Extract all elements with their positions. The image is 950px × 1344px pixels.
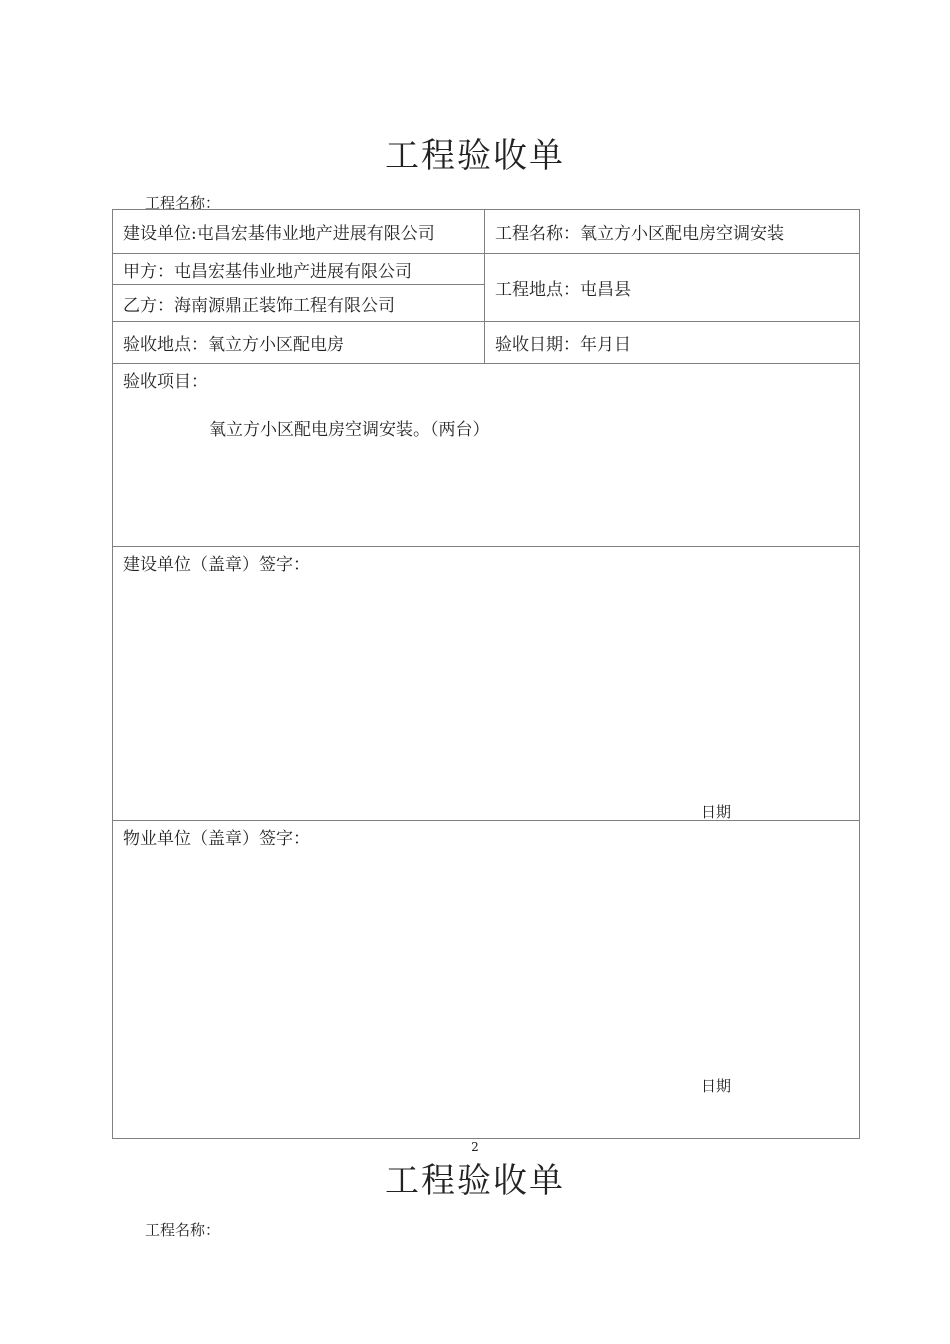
project-location-cell: 工程地点：屯昌县 <box>485 254 860 322</box>
acceptance-form-table <box>112 209 860 1139</box>
project-name-label-2: 工程名称： <box>145 1221 221 1239</box>
project-name-label: 工程名称： <box>145 194 221 212</box>
project-name-cell: 工程名称：氧立方小区配电房空调安装 <box>485 210 860 254</box>
construction-sign-label: 建设单位（盖章）签字： <box>123 555 310 575</box>
property-sign-label: 物业单位（盖章）签字： <box>123 829 310 849</box>
acceptance-items-content: 氧立方小区配电房空调安装。（两台） <box>209 420 490 440</box>
construction-date-label: 日期 <box>701 803 732 821</box>
table-row <box>113 364 860 547</box>
acceptance-location-cell: 验收地点：氧立方小区配电房 <box>113 322 485 364</box>
table-row <box>113 821 860 1139</box>
table-row <box>113 254 860 285</box>
construction-unit-cell: 建设单位:屯昌宏基伟业地产进展有限公司 <box>113 210 485 254</box>
construction-sign-cell <box>113 547 860 821</box>
party-a-cell: 甲方：屯昌宏基伟业地产进展有限公司 <box>113 254 485 285</box>
property-sign-cell <box>113 821 860 1139</box>
acceptance-items-label: 验收项目： <box>123 372 208 392</box>
property-date-label: 日期 <box>701 1077 732 1095</box>
page-number: 2 <box>471 1140 479 1154</box>
acceptance-items-cell <box>113 364 860 547</box>
page-title-2: 工程验收单 <box>385 1161 565 1201</box>
party-b-cell: 乙方：海南源鼎正装饰工程有限公司 <box>113 285 485 322</box>
table-row <box>113 547 860 821</box>
acceptance-date-cell: 验收日期：年月日 <box>485 322 860 364</box>
table-row <box>113 322 860 364</box>
page-title: 工程验收单 <box>385 136 565 176</box>
table-row <box>113 210 860 254</box>
